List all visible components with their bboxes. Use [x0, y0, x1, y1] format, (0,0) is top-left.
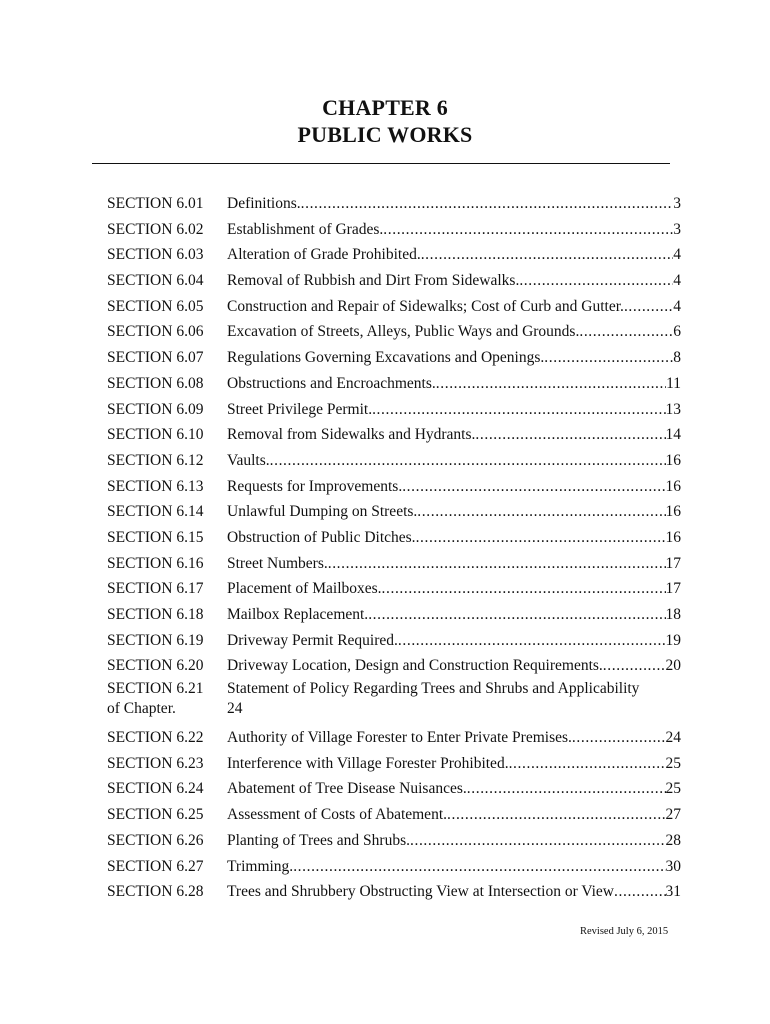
toc-entry [227, 268, 681, 294]
toc-row [107, 422, 681, 448]
toc-section-number [107, 397, 225, 423]
toc-row [107, 525, 681, 551]
toc-dot-leader [410, 828, 666, 854]
toc-dot-leader [436, 371, 666, 397]
toc-section-number [107, 294, 225, 320]
toc-page-number: 17 [665, 554, 681, 572]
toc-page-number: 16 [665, 477, 681, 495]
toc-entry [227, 474, 681, 500]
toc-dot-leader [382, 576, 666, 602]
toc-entry [227, 576, 681, 602]
toc-section-label: SECTION 6.21 [107, 680, 204, 698]
toc-page-number: 24 [665, 729, 681, 747]
toc-entry [227, 242, 681, 268]
toc-dot-leader [368, 602, 665, 628]
toc-entry [227, 551, 681, 577]
toc-entry-title: Planting of Trees and Shrubs. [227, 831, 410, 849]
toc-page-number: 8 [673, 349, 681, 367]
toc-section-number [107, 474, 225, 500]
toc-row [107, 294, 681, 320]
toc-row [107, 602, 681, 628]
toc-entry [227, 448, 681, 474]
toc-entry [227, 776, 681, 802]
toc-section-label: SECTION 6.09 [107, 400, 204, 418]
toc-section-number [107, 242, 225, 268]
toc-row [107, 268, 681, 294]
toc-section-label: SECTION 6.14 [107, 503, 204, 521]
toc-page-number: 4 [673, 272, 681, 290]
toc-page-number: 19 [665, 631, 681, 649]
toc-section-number [107, 551, 225, 577]
toc-section-label: SECTION 6.15 [107, 528, 204, 546]
toc-row [107, 776, 681, 802]
toc-row [107, 499, 681, 525]
toc-dot-leader [301, 191, 674, 217]
toc-entry [227, 294, 681, 320]
revision-date: Revised July 6, 2015 [580, 926, 669, 937]
toc-row [107, 191, 681, 217]
toc-section-label: SECTION 6.27 [107, 857, 204, 875]
toc-section-label: SECTION 6.06 [107, 323, 204, 341]
toc-section-number [107, 653, 225, 679]
toc-entry-title: Excavation of Streets, Alleys, Public Ways and Grounds. [227, 323, 580, 341]
toc-entry-title: Definitions. [227, 195, 301, 212]
toc-row [107, 217, 681, 243]
toc-section-label: SECTION 6.19 [107, 631, 204, 649]
toc-section-label: SECTION 6.25 [107, 806, 204, 824]
toc-entry [227, 628, 681, 654]
toc-entry-title: Interference with Village Forester Prohibited. [227, 754, 509, 772]
toc-section-number [107, 854, 225, 880]
toc-entry [227, 854, 681, 880]
toc-section-number [107, 499, 225, 525]
toc-dot-leader [270, 448, 666, 474]
toc-section-label: SECTION 6.03 [107, 246, 204, 264]
toc-dot-leader [509, 751, 666, 777]
toc-section-number [107, 776, 225, 802]
toc-dot-leader [579, 319, 673, 345]
toc-dot-leader [519, 268, 673, 294]
toc-page-number: 14 [665, 426, 681, 444]
toc-row [107, 725, 681, 751]
title-divider [92, 163, 670, 164]
toc-row [107, 474, 681, 500]
toc-entry [227, 371, 681, 397]
toc-dot-leader [624, 294, 673, 320]
toc-entry [227, 725, 681, 751]
toc-page-number: 16 [665, 528, 681, 546]
toc-section-label: SECTION 6.10 [107, 426, 204, 444]
toc-page-number: 28 [665, 831, 681, 849]
toc-section-label: SECTION 6.05 [107, 297, 204, 315]
toc-entry-title: Removal of Rubbish and Dirt From Sidewalks. [227, 272, 520, 290]
toc-section-label: SECTION 6.22 [107, 729, 204, 747]
toc-row [107, 679, 681, 725]
toc-entry-title: Street Numbers. [227, 554, 328, 572]
toc-dot-leader [572, 725, 666, 751]
toc-row [107, 345, 681, 371]
toc-section-number [107, 319, 225, 345]
toc-row [107, 653, 681, 679]
toc-page-number: 16 [665, 451, 681, 469]
toc-section-number [107, 268, 225, 294]
toc-entry [227, 679, 681, 719]
toc-entry [227, 879, 681, 905]
toc-section-number [107, 217, 225, 243]
toc-page-number: 30 [665, 857, 681, 875]
toc-entry-title: Assessment of Costs of Abatement. [227, 806, 447, 824]
toc-section-label: SECTION 6.17 [107, 580, 204, 598]
toc-page-number: 3 [673, 220, 681, 238]
toc-entry-title: Statement of Policy Regarding Trees and Shrubs and Applicability [227, 680, 640, 698]
toc-entry-title: Driveway Location, Design and Construction Requirements. [227, 657, 603, 675]
toc-dot-leader [447, 802, 666, 828]
toc-entry [227, 191, 681, 217]
toc-dot-leader [293, 854, 665, 880]
toc-section-number [107, 345, 225, 371]
toc-section-label: SECTION 6.16 [107, 554, 204, 572]
toc-section-label: SECTION 6.24 [107, 780, 204, 798]
toc-dot-leader [544, 345, 673, 371]
toc-section-number [107, 802, 225, 828]
toc-row [107, 854, 681, 880]
toc-page-number: 20 [665, 657, 681, 675]
toc-row [107, 448, 681, 474]
toc-row [107, 397, 681, 423]
toc-entry-title: Trees and Shrubbery Obstructing View at Intersection or View [227, 883, 615, 901]
toc-entry-title: Establishment of Grades. [227, 220, 384, 238]
toc-page-number: 25 [665, 780, 681, 798]
toc-entry-title: Obstructions and Encroachments. [227, 374, 436, 392]
toc-section-number [107, 679, 225, 719]
toc-section-number [107, 422, 225, 448]
toc-section-number [107, 448, 225, 474]
toc-entry-title: Trimming. [227, 857, 294, 875]
toc-entry-title: Placement of Mailboxes. [227, 580, 382, 598]
toc-row [107, 551, 681, 577]
toc-dot-leader [328, 551, 666, 577]
toc-entry [227, 525, 681, 551]
toc-page-number: 25 [665, 754, 681, 772]
toc-dot-leader [402, 474, 665, 500]
toc-section-number [107, 371, 225, 397]
toc-section-label: SECTION 6.28 [107, 883, 204, 901]
toc-section-label: SECTION 6.01 [107, 195, 204, 212]
toc-entry [227, 422, 681, 448]
toc-entry-title: Alteration of Grade Prohibited. [227, 246, 421, 264]
toc-section-number [107, 828, 225, 854]
toc-page-number: 11 [666, 374, 681, 392]
toc-page-number: 3 [673, 195, 681, 212]
toc-entry-title: Driveway Permit Required. [227, 631, 398, 649]
toc-row [107, 828, 681, 854]
toc-page-number: 6 [673, 323, 681, 341]
toc-entry-title: Mailbox Replacement. [227, 606, 369, 623]
toc-row [107, 242, 681, 268]
toc-section-number [107, 725, 225, 751]
toc-entry-title: Construction and Repair of Sidewalks; Cost of Curb and Gutter. [227, 297, 624, 315]
toc-section-number [107, 576, 225, 602]
toc-entry [227, 499, 681, 525]
toc-row [107, 576, 681, 602]
toc-page-number: 24 [227, 700, 243, 718]
toc-row [107, 802, 681, 828]
toc-section-number [107, 525, 225, 551]
toc-entry-title: Removal from Sidewalks and Hydrants. [227, 426, 476, 444]
toc-page-number: 13 [665, 400, 681, 418]
toc-row [107, 628, 681, 654]
toc-entry-title: Street Privilege Permit. [227, 400, 373, 418]
toc-page-number: 17 [665, 580, 681, 598]
toc-entry-title: Unlawful Dumping on Streets. [227, 503, 418, 521]
toc-page-number: 16 [665, 503, 681, 521]
toc-row [107, 319, 681, 345]
toc-section-label: SECTION 6.04 [107, 272, 204, 290]
toc-section-label: SECTION 6.18 [107, 606, 204, 623]
toc-section-number [107, 191, 225, 217]
toc-dot-leader [603, 653, 666, 679]
toc-dot-leader [372, 397, 665, 423]
toc-section-number [107, 628, 225, 654]
toc-page-number: 31 [665, 883, 681, 901]
toc-section-label-continued: of Chapter. [107, 700, 176, 718]
toc-section-label: SECTION 6.07 [107, 349, 204, 367]
toc-entry-title: Authority of Village Forester to Enter Private Premises. [227, 729, 572, 747]
toc-section-label: SECTION 6.12 [107, 451, 204, 469]
toc-entry [227, 217, 681, 243]
chapter-number: CHAPTER 6 [322, 95, 448, 120]
toc-entry-title: Obstruction of Public Ditches. [227, 528, 416, 546]
toc-page-number: 18 [665, 606, 681, 623]
toc-page-number: 27 [665, 806, 681, 824]
toc-row [107, 751, 681, 777]
toc-page-number: 4 [673, 297, 681, 315]
toc-section-label: SECTION 6.13 [107, 477, 204, 495]
toc-section-label: SECTION 6.26 [107, 831, 204, 849]
toc-section-number [107, 751, 225, 777]
toc-dot-leader [475, 422, 665, 448]
toc-section-label: SECTION 6.08 [107, 374, 204, 392]
toc-dot-leader [421, 242, 674, 268]
toc-dot-leader [398, 628, 666, 654]
toc-entry [227, 602, 681, 628]
toc-section-label: SECTION 6.02 [107, 220, 204, 238]
toc-entry [227, 397, 681, 423]
toc-dot-leader [383, 217, 673, 243]
toc-section-label: SECTION 6.20 [107, 657, 204, 675]
toc-dot-leader [614, 879, 665, 905]
chapter-title: PUBLIC WORKS [297, 122, 473, 147]
toc-entry [227, 319, 681, 345]
toc-entry-title: Requests for Improvements. [227, 477, 403, 495]
toc-entry [227, 345, 681, 371]
toc-row [107, 371, 681, 397]
toc-entry [227, 828, 681, 854]
toc-entry-title: Vaults. [227, 451, 270, 469]
toc-entry [227, 751, 681, 777]
toc-section-number [107, 879, 225, 905]
toc-section-label: SECTION 6.23 [107, 754, 204, 772]
toc-row [107, 879, 681, 905]
table-of-contents [107, 191, 681, 905]
toc-entry-title: Abatement of Tree Disease Nuisances. [227, 780, 467, 798]
toc-entry-title: Regulations Governing Excavations and Openings. [227, 349, 545, 367]
toc-page-number: 4 [673, 246, 681, 264]
toc-dot-leader [416, 525, 666, 551]
toc-section-number [107, 602, 225, 628]
toc-entry [227, 653, 681, 679]
toc-dot-leader [417, 499, 665, 525]
toc-entry [227, 802, 681, 828]
toc-dot-leader [467, 776, 666, 802]
